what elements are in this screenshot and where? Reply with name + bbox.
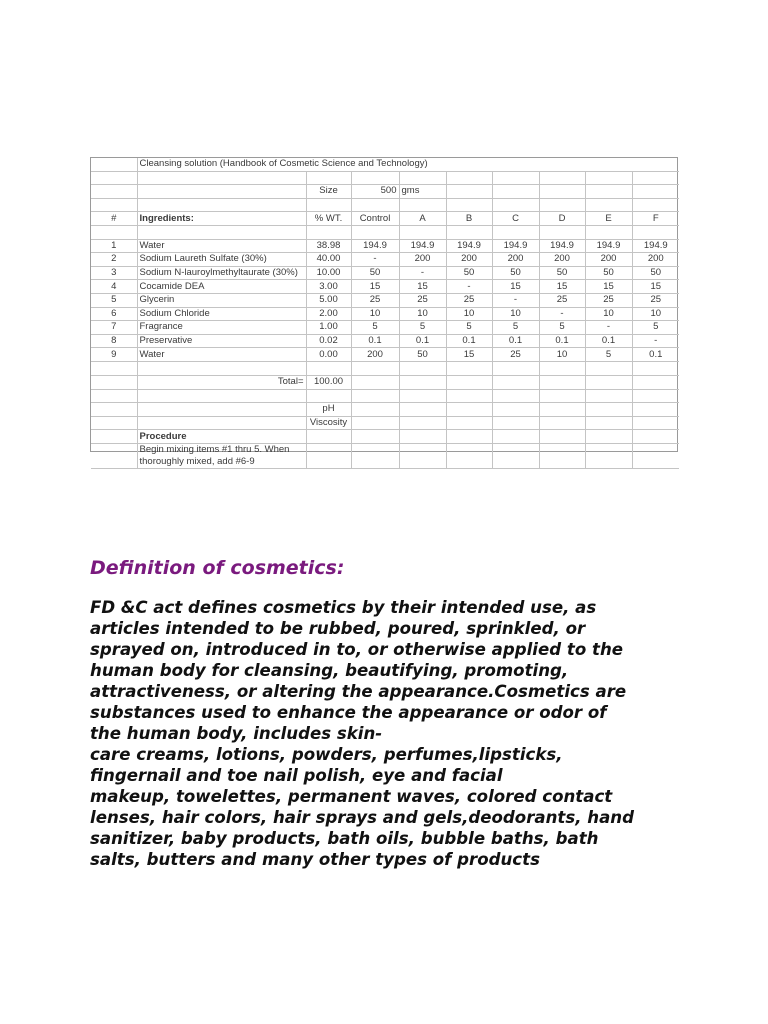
table-row: 6 Sodium Chloride 2.00 10 10 10 10 - 10 10 xyxy=(91,307,679,321)
table-procedure-text-row xyxy=(91,443,679,468)
table-blank-row xyxy=(91,198,679,212)
table-size-row xyxy=(91,185,679,199)
table-title-row xyxy=(91,158,679,171)
table-title: Cleansing solution (Handbook of Cosmetic Science and Technology) xyxy=(137,158,679,171)
table-blank-row xyxy=(91,361,679,375)
table-row: 8 Preservative 0.02 0.1 0.1 0.1 0.1 0.1 0.1 - xyxy=(91,334,679,348)
header-wt: % WT. xyxy=(306,212,351,226)
table-total-row xyxy=(91,375,679,389)
size-value: 500 xyxy=(351,185,399,199)
paragraph-line: salts, butters and many other types of products xyxy=(90,850,540,869)
paragraph-line: human body for cleansing, beautifying, promoting, xyxy=(90,661,569,680)
table-blank-row xyxy=(91,225,679,239)
header-ingredients: Ingredients: xyxy=(137,212,306,226)
paragraph-line: makeup, towelettes, permanent waves, colored contact xyxy=(90,787,613,806)
size-unit: gms xyxy=(399,185,446,199)
procedure-label: Procedure xyxy=(137,430,306,444)
table-row: 1 Water 38.98 194.9 194.9 194.9 194.9 194.9 194.9 194.9 xyxy=(91,239,679,253)
paragraph-line: FD &C act defines cosmetics by their intended use, as xyxy=(90,598,597,617)
definition-paragraph xyxy=(90,597,690,870)
table-row: 2 Sodium Laureth Sulfate (30%) 40.00 - 200 200 200 200 200 200 xyxy=(91,253,679,267)
paragraph-line: lenses, hair colors, hair sprays and gels,deodorants, hand xyxy=(90,808,634,827)
table-procedure-row xyxy=(91,430,679,444)
table-blank-row xyxy=(91,171,679,185)
procedure-text: Begin mixing items #1 thru 5. When thoroughly mixed, add #6-9 xyxy=(137,443,306,468)
table-header-row xyxy=(91,212,679,226)
formulation-table xyxy=(91,158,679,469)
paragraph-line: substances used to enhance the appearance or odor of xyxy=(90,703,607,722)
ph-label: pH xyxy=(306,403,351,417)
paragraph-line: attractiveness, or altering the appearance.Cosmetics are xyxy=(90,682,627,701)
header-num: # xyxy=(91,212,137,226)
header-d: D xyxy=(539,212,585,226)
table-row: 9 Water 0.00 200 50 15 25 10 5 0.1 xyxy=(91,348,679,362)
paragraph-line: fingernail and toe nail polish, eye and facial xyxy=(90,766,503,785)
paragraph-line: articles intended to be rubbed, poured, sprinkled, or xyxy=(90,619,586,638)
header-f: F xyxy=(632,212,679,226)
table-viscosity-row xyxy=(91,416,679,430)
total-label: Total= xyxy=(137,375,306,389)
header-control: Control xyxy=(351,212,399,226)
header-a: A xyxy=(399,212,446,226)
table-ph-row xyxy=(91,403,679,417)
size-label: Size xyxy=(306,185,351,199)
header-e: E xyxy=(585,212,632,226)
formulation-table-image xyxy=(90,157,678,467)
paragraph-line: the human body, includes skin- xyxy=(90,724,383,743)
table-row: 5 Glycerin 5.00 25 25 25 - 25 25 25 xyxy=(91,293,679,307)
header-b: B xyxy=(446,212,492,226)
paragraph-line: care creams, lotions, powders, perfumes,lipsticks, xyxy=(90,745,563,764)
paragraph-line: sprayed on, introduced in to, or otherwise applied to the xyxy=(90,640,624,659)
header-c: C xyxy=(492,212,539,226)
total-value: 100.00 xyxy=(306,375,351,389)
table-blank-row xyxy=(91,389,679,403)
table-row: 4 Cocamide DEA 3.00 15 15 - 15 15 15 15 xyxy=(91,280,679,294)
table-row: 7 Fragrance 1.00 5 5 5 5 5 - 5 xyxy=(91,321,679,335)
paragraph-line: sanitizer, baby products, bath oils, bubble baths, bath xyxy=(90,829,599,848)
table-row: 3 Sodium N-lauroylmethyltaurate (30%) 10.00 50 - 50 50 50 50 50 xyxy=(91,266,679,280)
viscosity-label: Viscosity xyxy=(306,416,351,430)
section-heading: Definition of cosmetics: xyxy=(90,557,345,579)
